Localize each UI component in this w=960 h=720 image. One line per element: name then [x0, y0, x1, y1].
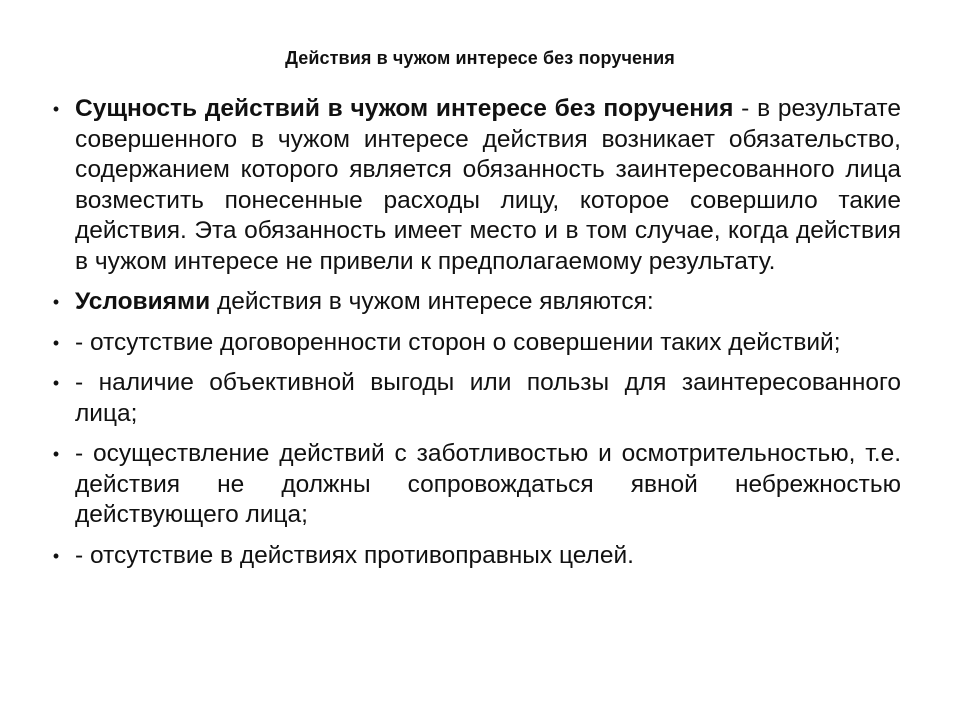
bullet-item-conditions: [52, 287, 901, 318]
bullet-lead-bold: Сущность действий в чужом интересе без поручения: [75, 95, 734, 122]
bullet-item-essence: [52, 94, 901, 277]
bullet-icon: •: [52, 332, 60, 353]
bullet-icon: •: [52, 292, 60, 312]
bullet-item-no-unlawful-goals: [52, 541, 901, 572]
bullet-list: [0, 94, 960, 581]
bullet-text: - в результате совершенного в чужом интересе действия возникает обязательство, содержанием которого является обязанность заинтересованного лица возместить понесенные расходы лицу, которое совершило такие действия. Эта обязанность имеет место и в том случае, когда действия в чужом интересе не привели к предполагаемому результату.: [75, 95, 901, 275]
bullet-text: - наличие объективной выгоды или пользы для заинтересованного лица;: [75, 369, 901, 427]
bullet-icon: •: [52, 99, 60, 119]
bullet-item-objective-benefit: [52, 368, 901, 429]
bullet-text: - отсутствие договоренности сторон о совершении таких действий;: [75, 328, 841, 356]
bullet-icon: •: [52, 545, 60, 566]
bullet-item-diligence: [52, 439, 901, 531]
bullet-text: - осуществление действий с заботливостью и осмотрительностью, т.е. действия не должны сопровождаться явной небрежностью действующего лица;: [75, 440, 901, 528]
bullet-icon: •: [52, 373, 60, 393]
bullet-text: действия в чужом интересе являются:: [210, 288, 654, 315]
bullet-item-no-agreement: [52, 328, 901, 359]
slide-title: Действия в чужом интересе без поручения: [285, 48, 675, 68]
bullet-text: - отсутствие в действиях противоправных целей.: [75, 541, 634, 569]
bullet-lead-bold: Условиями: [75, 288, 211, 315]
bullet-icon: •: [52, 444, 60, 464]
